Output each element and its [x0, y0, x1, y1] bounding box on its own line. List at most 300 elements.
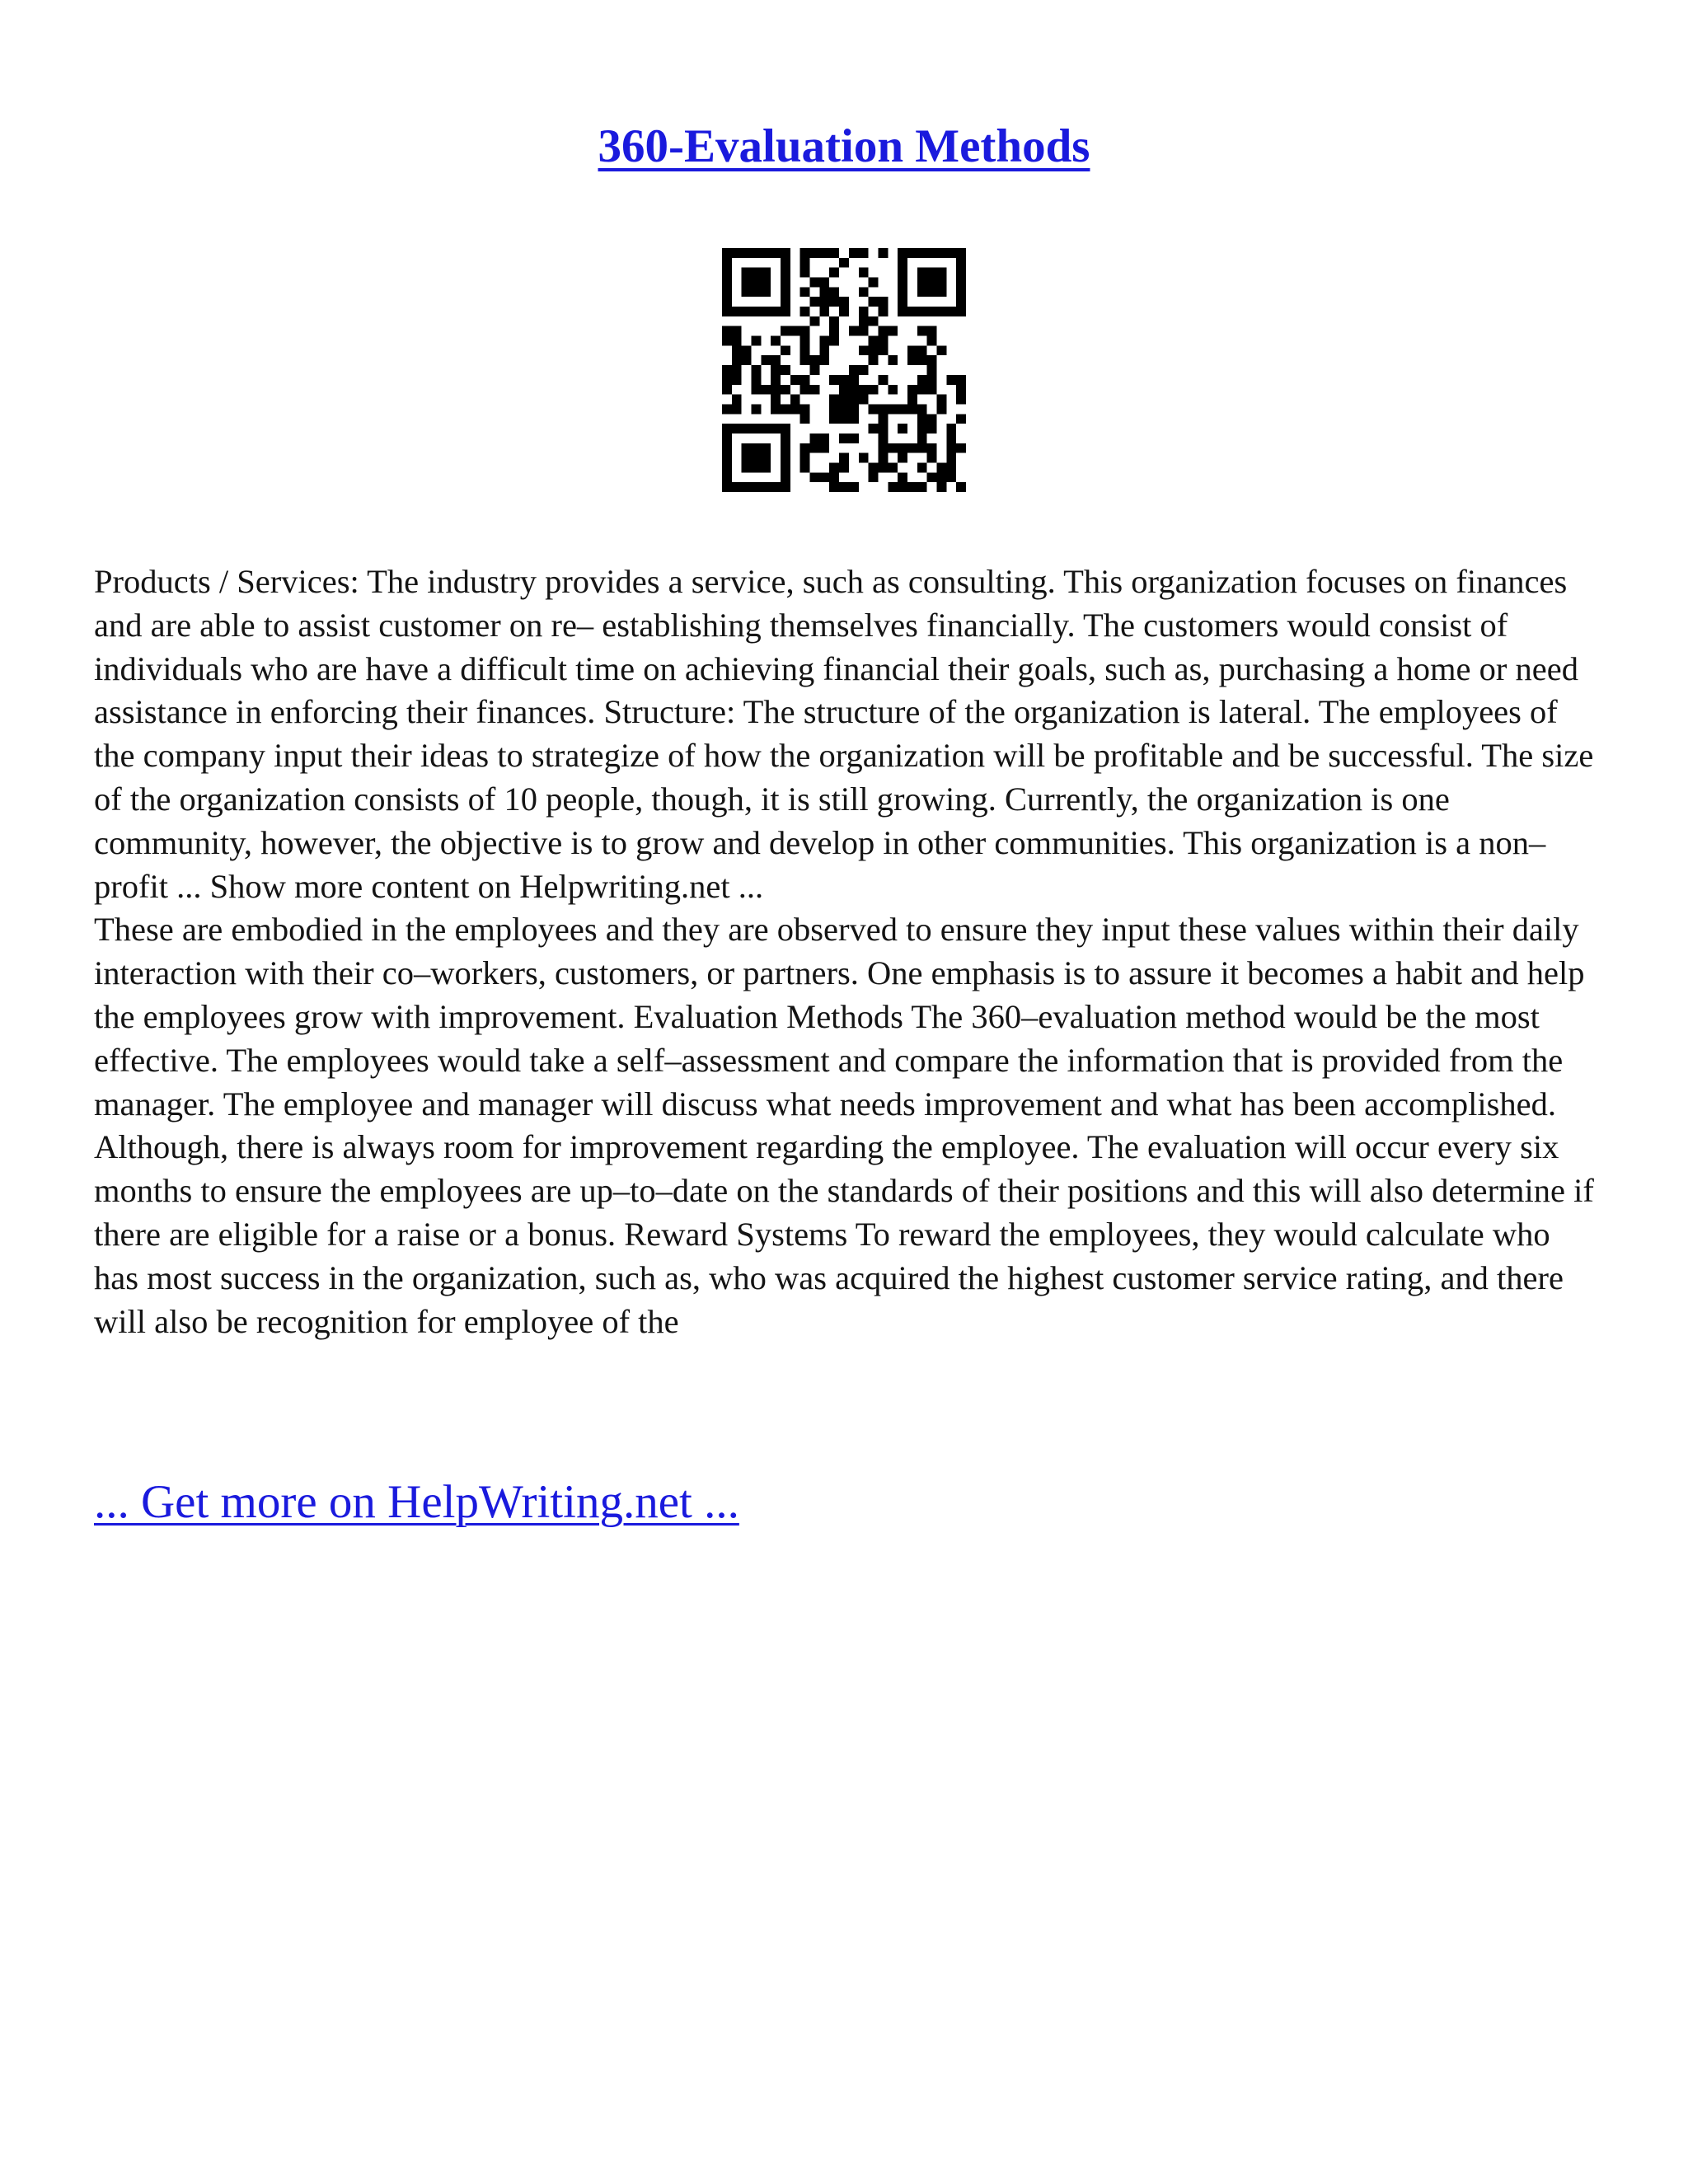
qr-module	[898, 404, 907, 414]
qr-module	[917, 345, 927, 355]
qr-module	[917, 443, 927, 453]
qr-module	[810, 385, 820, 395]
qr-module	[907, 355, 917, 365]
qr-module	[907, 395, 917, 405]
qr-module	[742, 482, 752, 492]
title-link[interactable]: 360-Evaluation Methods	[598, 120, 1090, 172]
qr-module	[790, 395, 800, 405]
qr-module	[742, 268, 752, 278]
qr-module	[936, 462, 946, 472]
qr-module	[946, 472, 956, 482]
qr-module	[810, 434, 820, 443]
qr-module	[810, 248, 820, 258]
qr-module	[781, 248, 790, 258]
qr-module	[907, 307, 917, 316]
qr-module	[761, 385, 771, 395]
qr-module	[781, 307, 790, 316]
qr-module	[907, 482, 917, 492]
qr-module	[819, 287, 829, 297]
qr-module	[732, 395, 742, 405]
qr-module	[761, 443, 771, 453]
qr-module	[917, 462, 927, 472]
qr-module	[829, 414, 839, 424]
qr-module	[917, 287, 927, 297]
qr-module	[869, 355, 879, 365]
qr-module	[898, 278, 907, 288]
qr-module	[722, 297, 732, 307]
qr-module	[722, 453, 732, 463]
qr-module	[888, 462, 898, 472]
page-title	[0, 114, 1688, 180]
qr-module	[829, 326, 839, 336]
qr-module	[722, 268, 732, 278]
qr-module	[819, 336, 829, 346]
qr-module	[761, 268, 771, 278]
qr-module	[722, 307, 732, 316]
qr-module	[927, 443, 937, 453]
qr-module	[956, 385, 966, 395]
qr-module	[790, 375, 800, 385]
qr-module	[781, 404, 790, 414]
qr-module	[907, 248, 917, 258]
qr-module	[722, 462, 732, 472]
qr-module	[927, 268, 937, 278]
qr-module	[927, 414, 937, 424]
qr-module	[819, 472, 829, 482]
qr-module	[752, 307, 762, 316]
qr-module	[781, 326, 790, 336]
qr-module	[927, 287, 937, 297]
qr-module	[917, 385, 927, 395]
qr-module	[849, 414, 859, 424]
qr-module	[869, 424, 879, 434]
qr-module	[742, 345, 752, 355]
get-more-link[interactable]: ... Get more on HelpWriting.net ...	[94, 1476, 739, 1528]
qr-module	[771, 375, 781, 385]
qr-module	[849, 326, 859, 336]
qr-module	[956, 248, 966, 258]
qr-module	[800, 414, 810, 424]
paragraph-2: These are embodied in the employees and they are observed to ensure they input these values within their daily interaction with their co–workers, customers, or partners. One emphasis is to assure it becomes a habit and help the employees grow with improvement. Evaluation Methods The 360–evaluation method would be the most effective. The employees would take a self–assessment and compare the information that is provided from the manager. The employee and manager will discuss what needs improvement and what has been accomplished. Although, there is always room for improvement regarding the employee. The evaluation will occur every six months to ensure the employees are up–to–date on the standards of their positions and this will also determine if there are eligible for a raise or a bonus. Reward Systems To reward the employees, they would calculate who has most success in the organization, such as, who was acquired the highest customer service rating, and there will also be recognition for employee of the	[94, 911, 1594, 1340]
qr-module	[917, 414, 927, 424]
qr-module	[917, 268, 927, 278]
qr-module	[810, 297, 820, 307]
qr-module	[732, 248, 742, 258]
qr-module	[956, 278, 966, 288]
qr-module	[829, 297, 839, 307]
qr-module	[761, 482, 771, 492]
qr-module	[761, 462, 771, 472]
qr-module	[761, 355, 771, 365]
qr-module	[888, 326, 898, 336]
qr-module	[722, 443, 732, 453]
qr-module	[839, 395, 849, 405]
qr-module	[878, 404, 888, 414]
qr-module	[888, 355, 898, 365]
qr-module	[771, 307, 781, 316]
qr-module	[869, 404, 879, 414]
qr-module	[781, 424, 790, 434]
qr-module	[898, 472, 907, 482]
qr-module	[849, 482, 859, 492]
qr-module	[722, 472, 732, 482]
qr-module	[936, 268, 946, 278]
more-link-container	[94, 1474, 739, 1531]
qr-module	[761, 248, 771, 258]
qr-module	[936, 404, 946, 414]
qr-module	[898, 453, 907, 463]
qr-module	[722, 336, 732, 346]
qr-module	[888, 443, 898, 453]
qr-module	[839, 404, 849, 414]
qr-module	[956, 482, 966, 492]
qr-module	[752, 268, 762, 278]
qr-module	[898, 482, 907, 492]
qr-module	[888, 482, 898, 492]
qr-module	[869, 278, 879, 288]
qr-module	[859, 316, 869, 326]
qr-module	[878, 453, 888, 463]
qr-module	[722, 365, 732, 375]
qr-module	[800, 248, 810, 258]
qr-module	[878, 462, 888, 472]
qr-module	[936, 248, 946, 258]
qr-module	[800, 375, 810, 385]
qr-module	[839, 453, 849, 463]
qr-module	[917, 404, 927, 414]
qr-module	[898, 443, 907, 453]
qr-module	[781, 462, 790, 472]
qr-module	[829, 316, 839, 326]
qr-module	[946, 375, 956, 385]
qr-module	[819, 443, 829, 453]
qr-module	[869, 472, 879, 482]
qr-module	[859, 326, 869, 336]
qr-module	[752, 385, 762, 395]
qr-module	[800, 307, 810, 316]
qr-module	[898, 248, 907, 258]
qr-module	[869, 462, 879, 472]
qr-module	[888, 385, 898, 395]
qr-module	[781, 297, 790, 307]
qr-module	[800, 258, 810, 268]
qr-module	[898, 307, 907, 316]
qr-module	[869, 345, 879, 355]
qr-module	[722, 404, 732, 414]
qr-module	[771, 365, 781, 375]
qr-module	[956, 287, 966, 297]
qr-module	[927, 385, 937, 395]
qr-module	[761, 424, 771, 434]
qr-module	[781, 385, 790, 395]
qr-module	[927, 453, 937, 463]
qr-module	[829, 395, 839, 405]
qr-module	[732, 345, 742, 355]
qr-module	[732, 355, 742, 365]
qr-module	[849, 248, 859, 258]
qr-module	[917, 278, 927, 288]
qr-module	[956, 414, 966, 424]
qr-module	[752, 482, 762, 492]
qr-module	[917, 248, 927, 258]
qr-module	[859, 268, 869, 278]
qr-module	[732, 326, 742, 336]
qr-module	[878, 443, 888, 453]
qr-module	[829, 268, 839, 278]
qr-module	[819, 355, 829, 365]
qr-module	[917, 355, 927, 365]
qr-module	[927, 355, 937, 365]
qr-module	[927, 336, 937, 346]
qr-module	[732, 336, 742, 346]
qr-module	[859, 395, 869, 405]
qr-module	[752, 365, 762, 375]
qr-module	[829, 336, 839, 346]
qr-module	[752, 443, 762, 453]
qr-module	[849, 375, 859, 385]
qr-module	[839, 258, 849, 268]
qr-module	[956, 395, 966, 405]
qr-module	[732, 424, 742, 434]
qr-module	[722, 385, 732, 395]
qr-module	[946, 424, 956, 434]
qr-module	[761, 278, 771, 288]
qr-module	[878, 326, 888, 336]
qr-module	[927, 278, 937, 288]
qr-module	[898, 287, 907, 297]
qr-module	[819, 345, 829, 355]
qr-module	[819, 297, 829, 307]
qr-module	[936, 287, 946, 297]
qr-module	[790, 326, 800, 336]
article-body	[94, 560, 1602, 1343]
qr-module	[839, 482, 849, 492]
qr-module	[917, 482, 927, 492]
qr-module	[829, 404, 839, 414]
qr-module	[781, 472, 790, 482]
qr-module	[869, 336, 879, 346]
qr-module	[771, 336, 781, 346]
qr-module	[800, 385, 810, 395]
qr-module	[800, 453, 810, 463]
qr-module	[869, 316, 879, 326]
qr-module	[829, 462, 839, 472]
qr-module	[936, 395, 946, 405]
qr-module	[742, 248, 752, 258]
qr-module	[849, 404, 859, 414]
qr-module	[810, 443, 820, 453]
qr-module	[849, 365, 859, 375]
qr-module	[732, 307, 742, 316]
paragraph-1: Products / Services: The industry provides a service, such as consulting. This organization focuses on finances and are able to assist customer on re– establishing themselves financially. The customers would consist of individuals who are have a difficult time on achieving financial their goals, such as, purchasing a home or need assistance in enforcing their finances. Structure: The structure of the organization is lateral. The employees of the company input their ideas to strategize of how the organization will be profitable and be successful. The size of the organization consists of 10 people, though, it is still growing. Currently, the organization is one community, however, the objective is to grow and develop in other communities. This organization is a non–profit ... Show more content on Helpwriting.net ...	[94, 563, 1594, 905]
qr-module	[907, 404, 917, 414]
qr-module	[839, 297, 849, 307]
qr-module	[771, 355, 781, 365]
qr-module	[829, 482, 839, 492]
qr-module	[800, 268, 810, 278]
qr-module	[819, 248, 829, 258]
qr-module	[946, 434, 956, 443]
qr-module	[722, 375, 732, 385]
qr-module	[742, 453, 752, 463]
qr-module	[878, 434, 888, 443]
qr-module	[761, 453, 771, 463]
qr-module	[946, 462, 956, 472]
qr-module	[936, 482, 946, 492]
qr-module	[781, 278, 790, 288]
qr-module	[946, 443, 956, 453]
qr-module	[810, 278, 820, 288]
qr-module	[878, 414, 888, 424]
qr-module	[956, 307, 966, 316]
qr-module	[781, 453, 790, 463]
qr-module	[771, 424, 781, 434]
qr-module	[927, 375, 937, 385]
qr-module	[927, 326, 937, 336]
qr-module	[761, 287, 771, 297]
qr-module	[898, 297, 907, 307]
qr-module	[927, 472, 937, 482]
qr-module	[819, 434, 829, 443]
qr-module	[800, 404, 810, 414]
qr-module	[722, 258, 732, 268]
qr-module	[829, 375, 839, 385]
qr-module	[907, 385, 917, 395]
qr-module	[839, 462, 849, 472]
qr-module	[936, 472, 946, 482]
qr-module	[800, 355, 810, 365]
qr-module	[752, 462, 762, 472]
qr-module	[869, 297, 879, 307]
qr-module	[781, 365, 790, 375]
qr-module	[752, 375, 762, 385]
qr-module	[859, 248, 869, 258]
qr-module	[839, 434, 849, 443]
qr-module	[859, 385, 869, 395]
qr-module	[771, 385, 781, 395]
qr-module	[849, 395, 859, 405]
qr-module	[888, 404, 898, 414]
qr-module	[781, 268, 790, 278]
qr-module	[800, 287, 810, 297]
qr-module	[859, 365, 869, 375]
qr-module	[849, 385, 859, 395]
qr-module	[742, 287, 752, 297]
qr-module	[859, 345, 869, 355]
qr-module	[859, 287, 869, 297]
qr-module	[878, 297, 888, 307]
qr-module	[936, 278, 946, 288]
qr-module	[752, 278, 762, 288]
qr-module	[878, 424, 888, 434]
qr-module	[917, 307, 927, 316]
qr-module	[752, 424, 762, 434]
qr-module	[722, 424, 732, 434]
qr-module	[946, 453, 956, 463]
qr-module	[790, 404, 800, 414]
qr-module	[927, 365, 937, 375]
qr-module	[800, 443, 810, 453]
qr-module	[878, 375, 888, 385]
qr-module	[907, 345, 917, 355]
qr-module	[898, 424, 907, 434]
qr-module	[810, 472, 820, 482]
qr-code-icon	[722, 248, 966, 492]
qr-module	[752, 248, 762, 258]
qr-module	[878, 307, 888, 316]
qr-module	[859, 307, 869, 316]
qr-module	[742, 443, 752, 453]
qr-module	[752, 336, 762, 346]
qr-module	[917, 424, 927, 434]
qr-module	[839, 307, 849, 316]
qr-module	[956, 443, 966, 453]
qr-module	[878, 248, 888, 258]
qr-module	[810, 365, 820, 375]
qr-module	[829, 472, 839, 482]
qr-module	[927, 307, 937, 316]
qr-module	[742, 355, 752, 365]
qr-module	[956, 268, 966, 278]
qr-module	[839, 414, 849, 424]
qr-module	[810, 355, 820, 365]
qr-module	[761, 307, 771, 316]
qr-module	[722, 287, 732, 297]
qr-module	[732, 375, 742, 385]
qr-module	[771, 404, 781, 414]
qr-module	[800, 462, 810, 472]
qr-module	[869, 385, 879, 395]
qr-module	[927, 424, 937, 434]
qr-module	[898, 268, 907, 278]
qr-module	[781, 345, 790, 355]
qr-module	[800, 345, 810, 355]
qr-module	[946, 248, 956, 258]
qr-module	[927, 248, 937, 258]
qr-module	[781, 482, 790, 492]
qr-module	[849, 434, 859, 443]
qr-module	[956, 375, 966, 385]
qr-module	[742, 307, 752, 316]
qr-module	[956, 297, 966, 307]
qr-module	[752, 453, 762, 463]
qr-module	[819, 278, 829, 288]
qr-module	[829, 248, 839, 258]
qr-module	[819, 307, 829, 316]
qr-module	[722, 326, 732, 336]
qr-module	[839, 375, 849, 385]
qr-module	[732, 365, 742, 375]
qr-module	[829, 287, 839, 297]
qr-module	[722, 482, 732, 492]
qr-module	[878, 345, 888, 355]
qr-module	[722, 248, 732, 258]
qr-module	[732, 404, 742, 414]
qr-module	[771, 395, 781, 405]
qr-module	[800, 326, 810, 336]
qr-module	[781, 287, 790, 297]
qr-module	[771, 482, 781, 492]
qr-module	[917, 375, 927, 385]
qr-module	[781, 434, 790, 443]
qr-module	[771, 248, 781, 258]
qr-module	[800, 336, 810, 346]
qr-module	[839, 385, 849, 395]
qr-module	[742, 278, 752, 288]
qr-module	[878, 336, 888, 346]
qr-module	[907, 443, 917, 453]
qr-module	[722, 434, 732, 443]
